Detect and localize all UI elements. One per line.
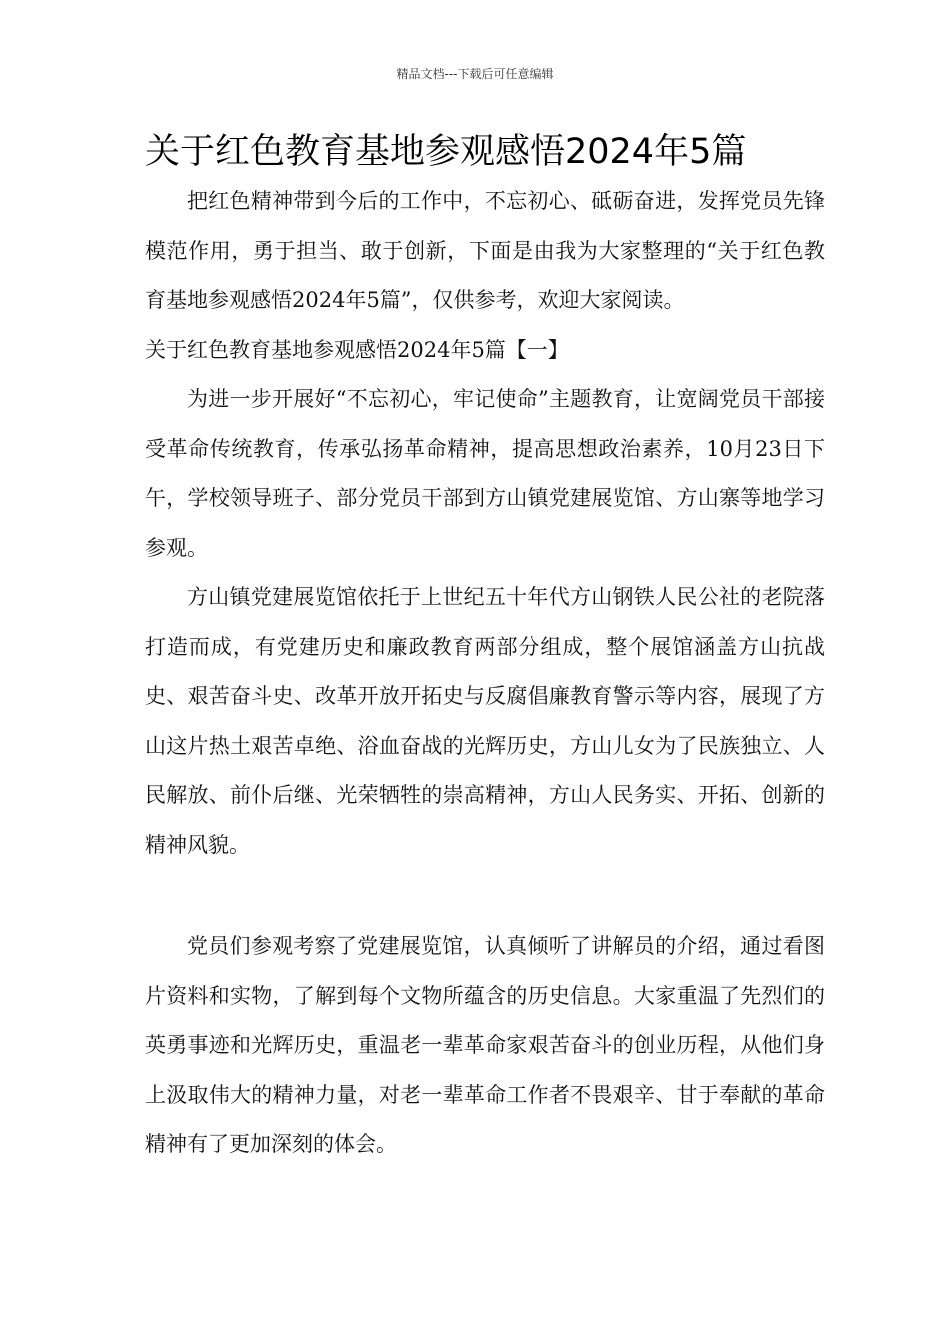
section-heading: 关于红色教育基地参观感悟2024年5篇【一】 — [145, 337, 569, 362]
document-title: 关于红色教育基地参观感悟2024年5篇 — [145, 132, 747, 172]
intro-paragraph: 把红色精神带到今后的工作中，不忘初心、砥砺奋进，发挥党员先锋模范作用，勇于担当、敢于创新，下面是由我为大家整理的“关于红色教育基地参观感悟2024年5篇”，仅供参考，欢迎大家阅读。 — [145, 189, 825, 312]
paragraph-gap — [145, 870, 825, 922]
body-paragraph: 方山镇党建展览馆依托于上世纪五十年代方山钢铁人民公社的老院落打造而成，有党建历史和廉政教育两部分组成，整个展馆涵盖方山抗战史、艰苦奋斗史、改革开放开拓史与反腐倡廉教育警示等内容，展现了方山这片热土艰苦卓绝、浴血奋战的光辉历史，方山儿女为了民族独立、人民解放、前仆后继、光荣牺牲的崇高精神，方山人民务实、开拓、创新的精神风貌。 — [145, 585, 825, 857]
header-watermark: 精品文档---下载后可任意编辑 — [396, 67, 554, 81]
document-body — [145, 177, 825, 1170]
body-paragraph: 党员们参观考察了党建展览馆，认真倾听了讲解员的介绍，通过看图片资料和实物，了解到每个文物所蕴含的历史信息。大家重温了先烈们的英勇事迹和光辉历史，重温老一辈革命家艰苦奋斗的创业历程，从他们身上汲取伟大的精神力量，对老一辈革命工作者不畏艰辛、甘于奉献的革命精神有了更加深刻的体会。 — [145, 934, 825, 1156]
body-paragraph: 为进一步开展好“不忘初心，牢记使命”主题教育，让宽阔党员干部接受革命传统教育，传承弘扬革命精神，提高思想政治素养，10月23日下午，学校领导班子、部分党员干部到方山镇党建展览馆、方山寨等地学习参观。 — [145, 387, 825, 560]
